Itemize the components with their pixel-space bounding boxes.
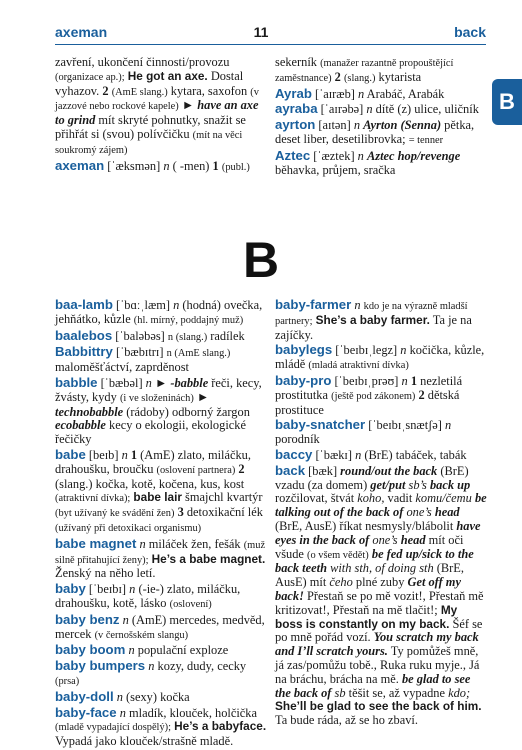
- grammar-label: sb’s: [405, 477, 430, 492]
- running-head-left: axeman: [55, 24, 108, 40]
- entry-text: Ty pomůžeš mně, já zas/pomůžu tobě., Ruka ruku myje., Já na bráchu, brácha na mě.: [275, 644, 480, 686]
- gloss-note: (manažer razantně propouštějící zaměstnance): [275, 58, 454, 84]
- headword: back: [275, 462, 306, 478]
- gloss-note: n (slang.): [167, 331, 208, 343]
- headword: baccy: [275, 446, 313, 462]
- grammar-label: one’s: [403, 505, 435, 520]
- headword: Ayrab: [275, 85, 312, 101]
- entry-text: Arabáč, Arabák: [364, 86, 445, 101]
- example-phrase: She’ll be glad to see the back of him.: [275, 699, 482, 714]
- example-phrase: He’s a babyface.: [174, 719, 267, 734]
- entry-text: [ˈbeɪbɪˌprəʊ]: [331, 373, 402, 388]
- column-2-bottom: [275, 298, 487, 729]
- headword: babe magnet: [55, 535, 137, 551]
- grammar-label: n: [366, 102, 373, 117]
- headword: babylegs: [275, 342, 333, 358]
- grammar-label: kdo;: [448, 685, 471, 700]
- grammar-label: n: [122, 612, 129, 627]
- entry-text: radílek: [207, 328, 245, 343]
- entry-text: [ˈæztek]: [310, 148, 358, 163]
- dictionary-entry: [55, 613, 267, 643]
- headword: babble: [55, 374, 98, 390]
- entry-text: pětka, deset liber, desetilibrovka;: [275, 118, 475, 146]
- entry-text: [ˈæksmən]: [104, 158, 164, 173]
- entry-text: těšit se, až vypadne: [345, 685, 449, 700]
- headword: baby-farmer: [275, 297, 352, 312]
- idiom-phrase: be talking out of the back of: [275, 491, 487, 520]
- grammar-label: one’s: [369, 532, 401, 547]
- dictionary-entry: [55, 537, 267, 581]
- entry-text: [aɪtən]: [315, 118, 354, 133]
- grammar-label: n: [116, 689, 123, 704]
- entry-text: (sexy) kočka: [122, 689, 190, 704]
- column-1-bottom: [55, 298, 267, 750]
- dictionary-entry: [275, 298, 487, 342]
- entry-text: Dostal vyhazov.: [55, 68, 244, 98]
- sense-number: 1: [212, 158, 219, 173]
- grammar-label: n: [400, 343, 407, 358]
- sense-number: 1: [410, 373, 418, 388]
- idiom-phrase: head: [434, 505, 460, 520]
- grammar-label: n: [173, 298, 180, 312]
- gloss-note: (mít na věci soukromý zájem): [55, 129, 243, 156]
- sense-number: 2: [334, 69, 341, 84]
- dictionary-entry: [55, 345, 267, 375]
- gloss-note: (atraktivní dívka);: [55, 493, 131, 505]
- grammar-label: koho,: [357, 491, 385, 506]
- headword: ayraba: [275, 101, 318, 117]
- headword: baby bumpers: [55, 658, 146, 674]
- grammar-label: n: [129, 582, 136, 597]
- thumb-index-tab: B: [492, 79, 522, 125]
- entry-text: ►: [193, 389, 210, 404]
- dictionary-entry: [55, 643, 267, 658]
- headword: axeman: [55, 157, 105, 173]
- gloss-note: (oslovení): [169, 598, 212, 610]
- idiom-phrase: be fed up/sick to the back teeth: [275, 546, 474, 576]
- idiom-phrase: be glad to see the back of: [275, 671, 471, 700]
- gloss-note: (hl. mírný, poddajný muž): [133, 314, 244, 326]
- grammar-label: n: [353, 118, 361, 133]
- headword: baby: [55, 581, 86, 597]
- entry-text: [ˈbaləbəs]: [112, 328, 168, 343]
- headword: baa-lamb: [55, 297, 113, 312]
- entry-text: nezletilá prostitutka: [275, 373, 463, 402]
- entry-text: [ˈbækɪ]: [312, 447, 356, 462]
- grammar-label: with sth, of doing sth: [326, 561, 434, 576]
- dictionary-entry: [275, 418, 487, 447]
- grammar-label: n: [355, 447, 362, 462]
- headword: baby-pro: [275, 372, 332, 388]
- entry-text: [ˈbæbəl]: [97, 375, 146, 390]
- dictionary-entry: [55, 706, 267, 749]
- gloss-note: (i ve složeninách): [119, 392, 194, 404]
- entry-text: [ˈaɪræb]: [311, 86, 358, 101]
- entry-text: [ˈbɑːˌlæm]: [112, 298, 174, 312]
- section-letter: B: [242, 232, 280, 288]
- idiom-phrase: Aztec hop/revenge: [366, 148, 461, 163]
- entry-text: (BrE) tabáček, tabák: [361, 447, 467, 462]
- entry-text: Vypadá jako klouček/strašně mladě.: [55, 734, 234, 749]
- idiom-phrase: technobabble: [55, 404, 124, 419]
- page-number: 11: [253, 24, 269, 40]
- dictionary-entry: [55, 159, 267, 175]
- example-phrase: babe lair: [133, 490, 182, 505]
- gloss-note: kdo je na výrazně mladší partnery;: [275, 301, 468, 327]
- entry-text: Šéf se po mně pořád vozí.: [275, 616, 483, 645]
- headword: baalebos: [55, 327, 113, 343]
- entry-text: řeči, kecy, žvásty, kydy: [55, 375, 262, 404]
- entry-text: (BrE) vzadu (za domem): [275, 463, 469, 492]
- entry-text: zavření, ukončení činnosti/provozu: [55, 55, 230, 69]
- idiom-phrase: -babble: [170, 375, 209, 390]
- gloss-note: (byt užívaný ke svádění žen): [55, 508, 175, 520]
- grammar-label: n: [139, 536, 146, 551]
- entry-text: dítě (z) ulice, uličník: [372, 102, 479, 117]
- entry-text: sekerník: [275, 55, 321, 69]
- dictionary-entry: [275, 374, 487, 417]
- example-phrase: My boss is constantly on my back.: [275, 602, 458, 631]
- entry-text: (hodná) ovečka, jehňátko, kůzle: [55, 298, 263, 326]
- entry-text: detoxikační lék: [183, 505, 263, 520]
- gloss-note: (publ.): [221, 161, 250, 173]
- grammar-label: n: [163, 158, 170, 173]
- dictionary-entry: [55, 329, 267, 345]
- entry-text: Ženský na něho letí.: [55, 566, 156, 581]
- entry-text: kočička, kůzle, mládě: [275, 343, 485, 372]
- entry-text: [bæk]: [305, 463, 341, 478]
- entry-text: populační exploze: [134, 643, 229, 658]
- dictionary-entry: [275, 56, 487, 86]
- gloss-note: (v černošském slangu): [94, 629, 189, 641]
- grammar-label: n: [128, 643, 135, 658]
- gloss-note: (slang.): [343, 72, 376, 84]
- gloss-note: (v jazzové nebo rockové kapele): [55, 86, 259, 113]
- entry-text: (BrE, AusE) říkat nesmysly/blábolit: [275, 518, 457, 533]
- dictionary-entry: [275, 343, 487, 373]
- entry-text: [ˈbeɪbɪˌsnætʃə]: [365, 418, 445, 433]
- entry-text: ►: [151, 375, 171, 390]
- entry-text: (AmE) mercedes, medvěd, mercek: [55, 612, 265, 641]
- dictionary-entry: [55, 690, 267, 705]
- gloss-note: (muž silně přitahující ženy);: [55, 539, 266, 566]
- headword: baby-face: [55, 704, 117, 720]
- entry-text: [beɪb]: [85, 447, 122, 462]
- entry-text: [ˈbæbɪtrɪ]: [112, 345, 167, 360]
- grammar-label: n: [444, 418, 452, 433]
- column-2-top: [275, 56, 487, 178]
- idiom-phrase: Get off my back!: [275, 575, 461, 603]
- example-phrase: She’s a baby farmer.: [315, 312, 430, 327]
- grammar-label: n: [358, 86, 365, 101]
- dictionary-entry: [55, 298, 267, 328]
- entry-text: ( -men): [169, 158, 213, 173]
- entry-text: kozy, dudy, cecky: [154, 659, 247, 674]
- gloss-note: = tenner: [408, 134, 444, 146]
- entry-text: maloměšťáctví, zaprděnost: [55, 360, 189, 375]
- gloss-note: (oslovení partnera): [156, 464, 236, 476]
- dictionary-entry: [275, 102, 487, 117]
- running-head-right: back: [454, 24, 486, 40]
- gloss-note: (AmE slang.): [111, 86, 168, 98]
- idiom-phrase: get/put: [370, 477, 406, 492]
- entry-text: běhavka, průjem, sračka: [275, 162, 396, 177]
- entry-text: (rádoby) odborný žargon: [123, 404, 250, 419]
- gloss-note: (užívaný při detoxikaci organismu): [55, 522, 202, 534]
- idiom-phrase: Ayrton (Senna): [363, 118, 442, 133]
- entry-text: kytarista: [375, 69, 422, 84]
- dictionary-entry: [275, 464, 487, 728]
- grammar-label: n: [119, 705, 126, 720]
- entry-text: Přestaň se po mě vozit!, Přestaň mě kritizovat!, Přestaň na mě tlačit!;: [275, 588, 484, 617]
- dictionary-entry: [275, 118, 487, 148]
- gloss-note: (mladě vypadající dospělý);: [55, 722, 171, 734]
- dictionary-entry: [275, 448, 487, 463]
- gloss-note: (organizace ap.);: [55, 71, 125, 83]
- dictionary-entry: [275, 149, 487, 178]
- gloss-note: (ještě pod zákonem): [331, 390, 416, 402]
- headword: babe: [55, 446, 86, 462]
- entry-text: (-ie-) zlato, miláčku, drahoušku, kotě, lásko: [55, 582, 241, 610]
- column-1-top: [55, 56, 267, 175]
- grammar-label: čeho: [329, 575, 353, 590]
- dictionary-entry: [55, 659, 267, 689]
- headword: ayrton: [275, 117, 316, 133]
- entry-text: porodník: [275, 432, 320, 447]
- grammar-label: n: [401, 373, 408, 388]
- entry-text: mít oči všude: [275, 532, 464, 561]
- idiom-phrase: have an axe to grind: [55, 98, 259, 128]
- grammar-label: sb: [331, 685, 346, 700]
- headword: Babbittry: [55, 344, 113, 360]
- entry-text: mladík, klouček, holčička: [125, 705, 257, 720]
- entry-text: (slang.) kočka, kotě, kočena, kus, kost: [55, 476, 245, 491]
- headword: Aztec: [275, 147, 311, 163]
- entry-text: [ˈbeɪbɪˌlegz]: [332, 343, 401, 358]
- entry-text: kecy o ekologii, ekologické řečičky: [55, 418, 246, 447]
- grammar-label: n: [121, 447, 128, 462]
- entry-text: vadit: [384, 491, 416, 506]
- dictionary-entry: [55, 582, 267, 612]
- grammar-label: n: [145, 375, 152, 390]
- idiom-phrase: head: [400, 532, 426, 547]
- grammar-label: n: [354, 298, 361, 312]
- entry-text: Ta je na zajíčky.: [275, 312, 472, 342]
- dictionary-entry: [55, 448, 267, 536]
- entry-text: miláček žen, fešák: [145, 536, 244, 551]
- gloss-note: n (AmE slang.): [166, 348, 231, 360]
- entry-text: ►: [178, 98, 198, 113]
- idiom-phrase: ecobabble: [55, 418, 106, 433]
- dictionary-entry: [55, 56, 267, 158]
- headword: baby-doll: [55, 688, 114, 704]
- headword: baby benz: [55, 611, 120, 627]
- entry-text: (BrE, AusE) mít: [275, 561, 464, 590]
- entry-text: Ta bude ráda, až se ho zbaví.: [275, 713, 418, 728]
- dictionary-entry: [55, 376, 267, 447]
- headword: baby boom: [55, 642, 126, 658]
- gloss-note: (prsa): [55, 675, 80, 687]
- sense-number: 1: [130, 447, 138, 462]
- grammar-label: n: [148, 659, 155, 674]
- entry-text: kytara, saxofon: [167, 83, 251, 98]
- entry-text: (AmE) zlato, miláčku, drahoušku, broučku: [55, 447, 251, 476]
- idiom-phrase: round/out the back: [340, 463, 438, 478]
- grammar-label: komu/čemu: [415, 491, 472, 506]
- example-phrase: He’s a babe magnet.: [151, 551, 266, 566]
- headword: baby-snatcher: [275, 417, 366, 433]
- gloss-note: (o všem vědět): [307, 549, 369, 561]
- idiom-phrase: have eyes in the back of: [275, 518, 481, 547]
- grammar-label: n: [357, 148, 364, 163]
- entry-text: dětská prostituce: [275, 387, 460, 417]
- entry-text: plné zuby: [352, 575, 408, 590]
- sense-number: 2: [238, 461, 245, 476]
- entry-text: [ˈaɪrəbə]: [317, 102, 367, 117]
- example-phrase: He got an axe.: [127, 68, 208, 83]
- sense-number: 2: [102, 83, 109, 98]
- idiom-phrase: You scratch my back and I’ll scratch yours.: [275, 630, 479, 659]
- entry-text: [ˈbeɪbɪ]: [85, 582, 130, 597]
- sense-number: 3: [177, 505, 184, 520]
- entry-text: šmajchl kvartýr: [181, 490, 263, 505]
- header-rule: [55, 44, 486, 45]
- entry-text: rozčilovat, štvát: [275, 491, 358, 506]
- sense-number: 2: [418, 387, 425, 402]
- entry-text: mít skryté pohnutky, snažit se přihřát si (svou) polívčičku: [55, 113, 246, 141]
- idiom-phrase: back up: [429, 477, 471, 492]
- dictionary-entry: [275, 87, 487, 102]
- gloss-note: (mladá atraktivní dívka): [308, 360, 409, 372]
